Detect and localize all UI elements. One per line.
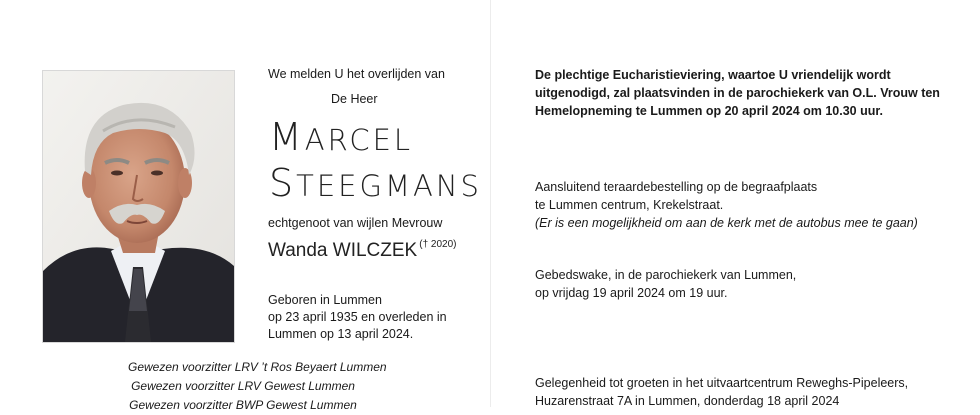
spouse-name: Wanda WILCZEK [268, 240, 418, 261]
burial-line-1: Aansluitend teraardebestelling op de begraafplaats [535, 180, 818, 194]
burial-note: (Er is een mogelijkheid om aan de kerk met de autobus mee te gaan) [535, 216, 918, 230]
name-initial: M [269, 115, 305, 159]
burial-info [535, 178, 918, 232]
last-name [269, 161, 482, 210]
born-line-2: op 23 april 1935 en overleden in [268, 310, 447, 324]
intro-text: We melden U het overlijden van [268, 67, 445, 81]
role-item: Gewezen voorzitter LRV Gewest Lummen [131, 379, 355, 393]
spouse-death-year: († 2020) [419, 239, 457, 250]
mass-line-1: De plechtige Eucharistieviering, waartoe U vriendelijk wordt [535, 68, 891, 82]
greet-line-1: Gelegenheid tot groeten in het uitvaartcentrum Reweghs-Pipeleers, [535, 376, 909, 390]
birth-death-text [268, 292, 447, 343]
portrait-photo [42, 70, 235, 343]
burial-line-2: te Lummen centrum, Krekelstraat. [535, 198, 724, 212]
wake-line-2: op vrijdag 19 april 2024 om 19 uur. [535, 286, 728, 300]
deceased-name [269, 115, 482, 210]
born-line-3: Lummen op 13 april 2024. [268, 327, 414, 341]
role-item: Gewezen voorzitter BWP Gewest Lummen [129, 398, 357, 412]
name-initial: S [269, 161, 297, 205]
mass-line-2: uitgenodigd, zal plaatsvinden in de parochiekerk van O.L. Vrouw ten [535, 86, 940, 100]
name-rest: TEEGMANS [296, 169, 482, 203]
mass-line-3: Hemelopneming te Lummen op 20 april 2024 om 10.30 uur. [535, 104, 884, 118]
wake-line-1: Gebedswake, in de parochiekerk van Lummen, [535, 268, 797, 282]
name-rest: ARCEL [304, 123, 414, 157]
honorific: De Heer [331, 92, 378, 106]
greet-line-2: Huzarenstraat 7A in Lummen, donderdag 18 april 2024 [535, 394, 840, 408]
wake-info [535, 266, 796, 302]
first-name [269, 115, 482, 164]
role-item: Gewezen voorzitter LRV ’t Ros Beyaert Lummen [128, 360, 387, 374]
born-line-1: Geboren in Lummen [268, 293, 382, 307]
mass-announcement [535, 66, 940, 120]
spouse-intro: echtgenoot van wijlen Mevrouw [268, 216, 443, 230]
roles-list [128, 358, 387, 415]
visitation-info [535, 374, 908, 410]
spouse-line [268, 239, 456, 262]
page-fold [490, 0, 491, 407]
